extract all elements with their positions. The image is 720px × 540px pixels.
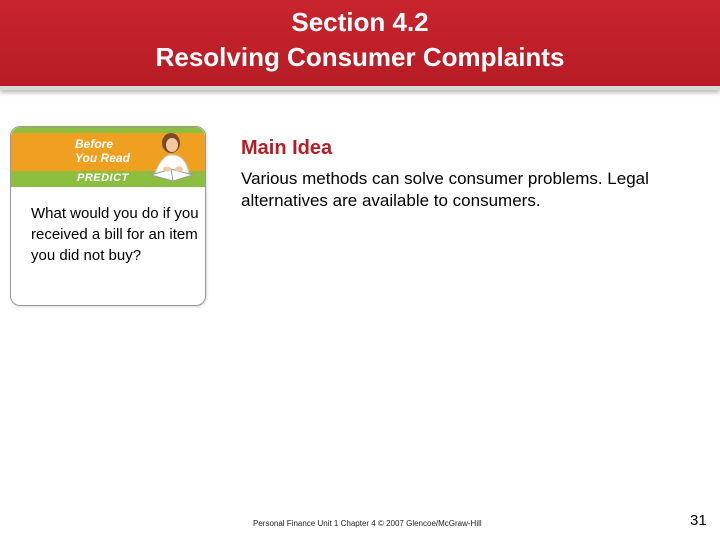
main-idea-heading: Main Idea <box>241 137 333 159</box>
banner-you-read-text: You Read <box>75 151 130 165</box>
banner-predict-label: PREDICT <box>77 172 129 184</box>
main-idea-text: Various methods can solve consumer problems. Legal alternatives are available to consumers. <box>241 169 649 210</box>
footer-credit: Personal Finance Unit 1 Chapter 4 © 2007 Glencoe/McGraw-Hill <box>253 519 482 528</box>
predict-banner <box>11 127 205 187</box>
page-number: 31 <box>690 512 707 529</box>
slide-title: Resolving Consumer Complaints <box>155 42 565 72</box>
predict-question: What would you do if you received a bill for an item you did not buy? <box>31 205 199 264</box>
reading-student-icon <box>141 129 203 185</box>
section-title: Section 4.2 <box>291 7 429 37</box>
banner-before-text: Before <box>75 137 114 151</box>
predict-box <box>10 126 206 306</box>
title-banner <box>0 0 720 90</box>
